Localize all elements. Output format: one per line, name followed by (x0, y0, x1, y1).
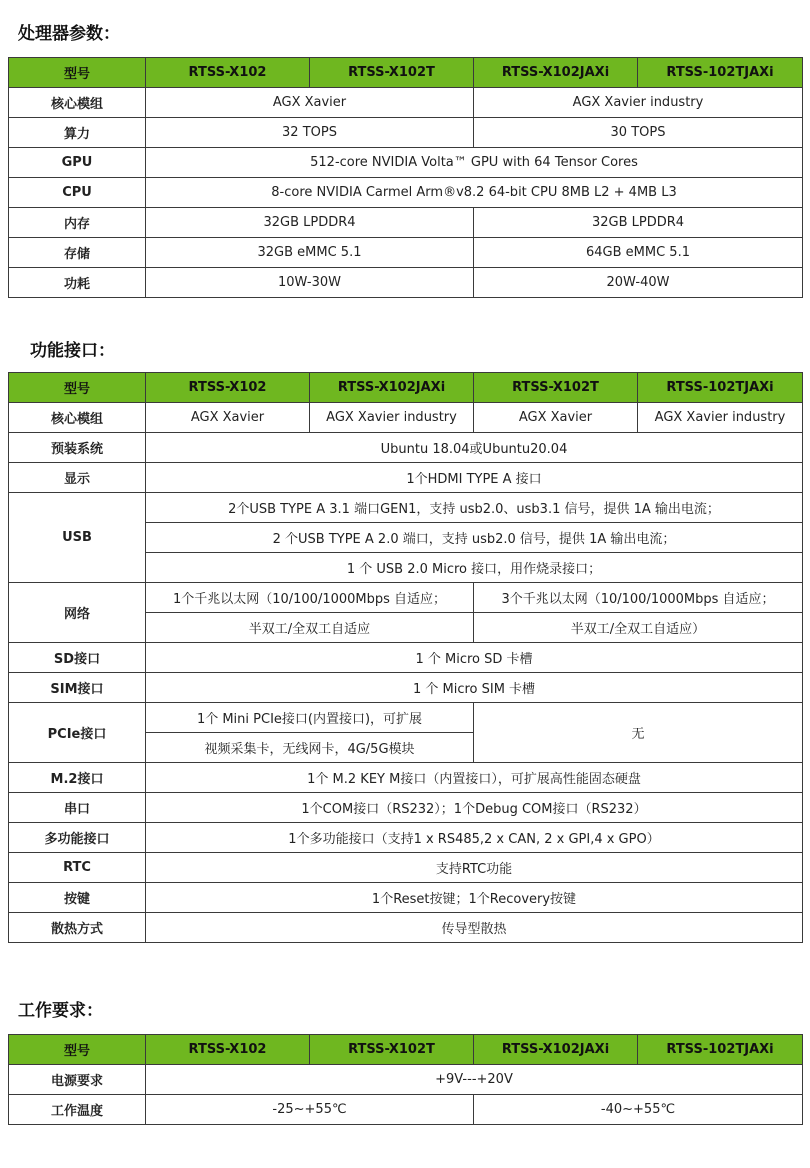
row-label-power-supply: 电源要求 (9, 1065, 146, 1095)
rtc-value: 支持RTC功能 (146, 853, 803, 883)
row-label-core-module: 核心模组 (9, 403, 146, 433)
core-module-value: AGX Xavier (474, 403, 638, 433)
table-row (9, 673, 803, 703)
header-rtss-x102jaxi: RTSS-X102JAXi (310, 373, 474, 403)
table-row (9, 703, 803, 733)
core-module-value: AGX Xavier industry (310, 403, 474, 433)
row-label-power: 功耗 (9, 268, 146, 298)
table-row (9, 793, 803, 823)
pcie-a-line-2: 视频采集卡，无线网卡，4G/5G模块 (146, 733, 474, 763)
serial-value: 1个COM接口（RS232）；1个Debug COM接口（RS232） (146, 793, 803, 823)
usb-line-1: 2个USB TYPE A 3.1 端口GEN1，支持 usb2.0、usb3.1 信号，提供 1A 输出电流； (146, 493, 803, 523)
row-label-sim: SIM接口 (9, 673, 146, 703)
power-supply-value: +9V---+20V (146, 1065, 803, 1095)
core-module-value: AGX Xavier industry (638, 403, 803, 433)
interfaces-heading: 功能接口： (30, 341, 115, 361)
header-rtss-x102t: RTSS-X102T (310, 58, 474, 88)
row-label-gpu: GPU (9, 148, 146, 178)
cpu-value: 8-core NVIDIA Carmel Arm®v8.2 64-bit CPU 8MB L2 + 4MB L3 (146, 178, 803, 208)
table-header-row (9, 58, 803, 88)
header-model: 型号 (9, 58, 146, 88)
table-row (9, 823, 803, 853)
row-label-serial: 串口 (9, 793, 146, 823)
table-row (9, 178, 803, 208)
table-row (9, 463, 803, 493)
table-row (9, 763, 803, 793)
row-label-operating-temp: 工作温度 (9, 1095, 146, 1125)
header-model: 型号 (9, 1035, 146, 1065)
row-label-pcie: PCIe接口 (9, 703, 146, 763)
header-rtss-x102: RTSS-X102 (146, 373, 310, 403)
header-rtss-102tjaxi: RTSS-102TJAXi (638, 1035, 803, 1065)
keys-value: 1个Reset按键；1个Recovery按键 (146, 883, 803, 913)
table-row (9, 583, 803, 613)
memory-value-b: 32GB LPDDR4 (474, 208, 803, 238)
row-label-multifunction: 多功能接口 (9, 823, 146, 853)
network-b-line-2: 半双工/全双工自适应） (474, 613, 803, 643)
core-module-value-a: AGX Xavier (146, 88, 474, 118)
table-row (9, 148, 803, 178)
table-row (9, 913, 803, 943)
row-label-memory: 内存 (9, 208, 146, 238)
row-label-compute: 算力 (9, 118, 146, 148)
network-b-line-1: 3个千兆以太网（10/100/1000Mbps 自适应； (474, 583, 803, 613)
display-value: 1个HDMI TYPE A 接口 (146, 463, 803, 493)
row-label-core-module: 核心模组 (9, 88, 146, 118)
compute-value-a: 32 TOPS (146, 118, 474, 148)
processor-params-table (8, 57, 803, 298)
usb-line-2: 2 个USB TYPE A 2.0 端口，支持 usb2.0 信号，提供 1A 输出电流； (146, 523, 803, 553)
row-label-cooling: 散热方式 (9, 913, 146, 943)
header-rtss-x102jaxi: RTSS-X102JAXi (474, 58, 638, 88)
m2-value: 1个 M.2 KEY M接口（内置接口），可扩展高性能固态硬盘 (146, 763, 803, 793)
sim-value: 1 个 Micro SIM 卡槽 (146, 673, 803, 703)
interfaces-table (8, 372, 803, 943)
header-rtss-x102t: RTSS-X102T (310, 1035, 474, 1065)
operating-temp-value-b: -40~+55℃ (474, 1095, 803, 1125)
operating-temp-value-a: -25~+55℃ (146, 1095, 474, 1125)
network-a-line-2: 半双工/全双工自适应 (146, 613, 474, 643)
operating-requirements-table (8, 1034, 803, 1125)
multifunction-value: 1个多功能接口（支持1 x RS485,2 x CAN, 2 x GPI,4 x GPO） (146, 823, 803, 853)
compute-value-b: 30 TOPS (474, 118, 803, 148)
header-rtss-102tjaxi: RTSS-102TJAXi (638, 373, 803, 403)
operating-requirements-heading: 工作要求： (18, 1001, 103, 1021)
table-row (9, 643, 803, 673)
table-row (9, 238, 803, 268)
row-label-storage: 存储 (9, 238, 146, 268)
sd-value: 1 个 Micro SD 卡槽 (146, 643, 803, 673)
gpu-value: 512-core NVIDIA Volta™ GPU with 64 Tensor Cores (146, 148, 803, 178)
pcie-a-line-1: 1个 Mini PCIe接口(内置接口)，可扩展 (146, 703, 474, 733)
core-module-value-b: AGX Xavier industry (474, 88, 803, 118)
pcie-b-value: 无 (474, 703, 803, 763)
os-value: Ubuntu 18.04或Ubuntu20.04 (146, 433, 803, 463)
row-label-display: 显示 (9, 463, 146, 493)
table-row (9, 883, 803, 913)
row-label-os: 预装系统 (9, 433, 146, 463)
table-row (9, 1095, 803, 1125)
table-row (9, 208, 803, 238)
table-row (9, 403, 803, 433)
memory-value-a: 32GB LPDDR4 (146, 208, 474, 238)
header-rtss-x102t: RTSS-X102T (474, 373, 638, 403)
core-module-value: AGX Xavier (146, 403, 310, 433)
usb-line-3: 1 个 USB 2.0 Micro 接口，用作烧录接口； (146, 553, 803, 583)
table-row (9, 118, 803, 148)
row-label-keys: 按键 (9, 883, 146, 913)
table-row (9, 853, 803, 883)
header-rtss-x102: RTSS-X102 (146, 58, 310, 88)
header-model: 型号 (9, 373, 146, 403)
storage-value-a: 32GB eMMC 5.1 (146, 238, 474, 268)
processor-params-heading: 处理器参数： (18, 24, 120, 44)
network-a-line-1: 1个千兆以太网（10/100/1000Mbps 自适应； (146, 583, 474, 613)
cooling-value: 传导型散热 (146, 913, 803, 943)
table-row (9, 433, 803, 463)
table-row (9, 268, 803, 298)
table-header-row (9, 373, 803, 403)
header-rtss-x102jaxi: RTSS-X102JAXi (474, 1035, 638, 1065)
table-row (9, 88, 803, 118)
power-value-b: 20W-40W (474, 268, 803, 298)
table-row (9, 1065, 803, 1095)
power-value-a: 10W-30W (146, 268, 474, 298)
header-rtss-102tjaxi: RTSS-102TJAXi (638, 58, 803, 88)
header-rtss-x102: RTSS-X102 (146, 1035, 310, 1065)
row-label-cpu: CPU (9, 178, 146, 208)
row-label-m2: M.2接口 (9, 763, 146, 793)
row-label-network: 网络 (9, 583, 146, 643)
row-label-sd: SD接口 (9, 643, 146, 673)
row-label-rtc: RTC (9, 853, 146, 883)
row-label-usb: USB (9, 493, 146, 583)
storage-value-b: 64GB eMMC 5.1 (474, 238, 803, 268)
table-row (9, 493, 803, 523)
table-header-row (9, 1035, 803, 1065)
